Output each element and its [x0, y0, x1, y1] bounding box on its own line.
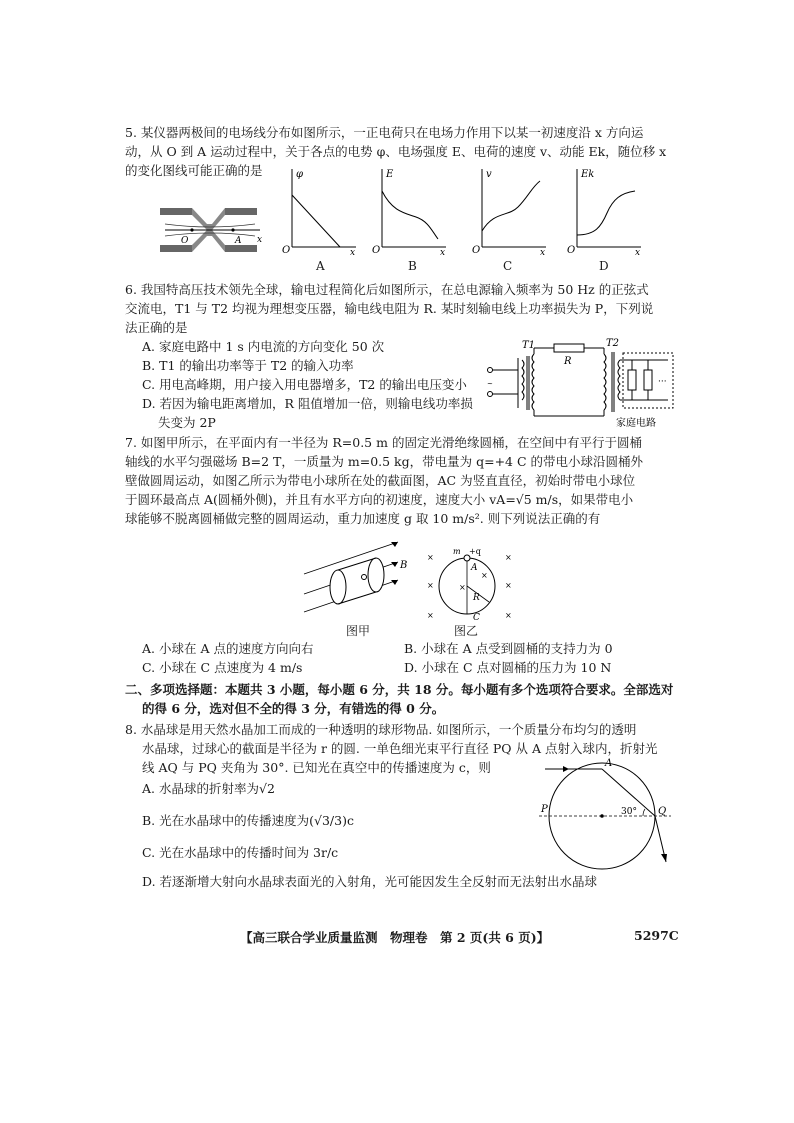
- graph-c-origin: O: [472, 245, 481, 255]
- q7-line-1: 7. 如图甲所示，在平面内有一半径为 R=0.5 m 的固定光滑绝缘圆桶，在空间中有平行于圆桶: [125, 435, 642, 450]
- q5-line-2: 动，从 O 到 A 运动过程中，关于各点的电势 φ、电场强度 E、电荷的速度 v、动能 Ek，随位移 x: [125, 144, 667, 159]
- ball-q-label: Q: [658, 806, 667, 817]
- svg-text:×: ×: [505, 611, 512, 620]
- graph-a-origin: O: [282, 245, 291, 255]
- ball-p-label: P: [541, 804, 548, 815]
- graph-d-caption: D: [599, 259, 609, 273]
- svg-text:×: ×: [459, 583, 466, 592]
- graph-d-xlabel: x: [635, 248, 641, 255]
- q6-option-d-cont: 失变为 2P: [158, 415, 216, 430]
- graph-d-origin: O: [567, 245, 576, 255]
- svg-text:×: ×: [505, 553, 512, 562]
- q8-option-c: C. 光在水晶球中的传播时间为 3r/c: [142, 845, 339, 860]
- graph-b-ylabel: E: [386, 169, 394, 180]
- circuit-home-label: 家庭电路: [616, 418, 656, 429]
- q6-option-b: B. T1 的输出功率等于 T2 的输入功率: [142, 358, 354, 373]
- svg-text:×: ×: [427, 553, 434, 562]
- q8-option-a: A. 水晶球的折射率为√2: [142, 781, 275, 796]
- device-label-o: O: [181, 236, 189, 246]
- q7-option-d: D. 小球在 C 点对圆桶的压力为 10 N: [404, 660, 612, 675]
- device-label-x: x: [257, 235, 263, 245]
- section2-line-1: 二、多项选择题：本题共 3 小题，每小题 6 分，共 18 分。每小题有多个选项符合要求。全部选对: [125, 682, 674, 697]
- q6-line-1: 6. 我国特高压技术领先全球，输电过程简化后如图所示，在总电源输入频率为 50 Hz 的正弦式: [125, 282, 649, 297]
- svg-text:×: ×: [427, 581, 434, 590]
- q5-electrode-device: [155, 200, 265, 260]
- svg-text:×: ×: [481, 571, 488, 580]
- graph-c-xlabel: x: [540, 248, 546, 255]
- q7-figure-cross-section: [425, 544, 515, 626]
- section2-line-2: 的得 6 分，选对但不全的得 3 分，有错选的得 0 分。: [142, 701, 445, 716]
- q8-crystal-ball-figure: [535, 730, 675, 870]
- graph-a: [280, 165, 360, 255]
- q7-line-3: 壁做圆周运动，如图乙所示为带电小球所在处的截面图，AC 为竖直直径，初始时带电小球位: [125, 473, 636, 488]
- q8-option-b: B. 光在水晶球中的传播速度为(√3/3)c: [142, 813, 354, 828]
- q7-fig-a-caption: 图甲: [346, 624, 371, 638]
- graph-b: [370, 165, 450, 255]
- cross-r-label: R: [473, 593, 480, 603]
- q7-option-b: B. 小球在 A 点受到圆桶的支持力为 0: [404, 641, 613, 656]
- q7-line-2: 轴线的水平匀强磁场 B=2 T，一质量为 m=0.5 kg，带电量为 q=+4 C 的带电小球沿圆桶外: [125, 454, 644, 469]
- cross-c-label: C: [473, 613, 480, 623]
- q6-option-d: D. 若因为输电距离增加，R 阻值增加一倍，则输电线功率损: [142, 396, 473, 411]
- svg-text:×: ×: [427, 611, 434, 620]
- q7-fig-b-caption: 图乙: [454, 624, 479, 638]
- q5-line-3: 的变化图线可能正确的是: [125, 163, 263, 178]
- q8-line-2: 水晶球，过球心的截面是半径为 r 的圆. 一单色细光束平行直径 PQ 从 A 点射入球内，折射光: [142, 741, 658, 756]
- page-footer-code: 5297C: [634, 928, 679, 943]
- q7-line-5: 球能够不脱离圆桶做完整的圆周运动，重力加速度 g 取 10 m/s². 则下列说法正确的有: [125, 511, 601, 526]
- circuit-dots: ···: [658, 377, 667, 387]
- q6-circuit-diagram: [478, 336, 678, 432]
- q7-option-c: C. 小球在 C 点速度为 4 m/s: [142, 660, 303, 675]
- q5-line-1: 5. 某仪器两极间的电场线分布如图所示，一正电荷只在电场力作用下以某一初速度沿 x 方向运: [125, 125, 644, 140]
- ball-angle-label: 30°: [621, 807, 637, 817]
- ball-a-label: A: [605, 758, 613, 769]
- q6-line-3: 法正确的是: [125, 320, 188, 335]
- q6-line-2: 交流电，T1 与 T2 均视为理想变压器，输电线电阻为 R. 某时刻输电线上功率损失为 P，下列说: [125, 301, 654, 316]
- graph-c-caption: C: [503, 259, 513, 273]
- q6-option-c: C. 用电高峰期，用户接入用电器增多，T2 的输出电压变小: [142, 377, 467, 392]
- q7-figure-cylinder: [298, 540, 418, 620]
- q8-option-d: D. 若逐渐增大射向水晶球表面光的入射角，光可能因发生全反射而无法射出水晶球: [142, 874, 598, 889]
- page-footer-title: 【高三联合学业质量监测 物理卷 第 2 页(共 6 页)】: [240, 930, 550, 945]
- q6-option-a: A. 家庭电路中 1 s 内电流的方向变化 50 次: [142, 339, 385, 354]
- svg-text:~: ~: [487, 380, 493, 388]
- cross-m-label: m: [453, 547, 461, 556]
- q7-line-4: 于圆环最高点 A(圆桶外侧)，并且有水平方向的初速度，速度大小 vA=√5 m/s，如果带电小: [125, 492, 634, 507]
- graph-a-caption: A: [316, 259, 325, 273]
- svg-text:×: ×: [505, 581, 512, 590]
- graph-b-xlabel: x: [440, 248, 446, 255]
- circuit-t2: T2: [606, 338, 620, 349]
- graph-a-xlabel: x: [350, 248, 356, 255]
- graph-d-ylabel: Ek: [581, 169, 595, 180]
- q8-line-1: 8. 水晶球是用天然水晶加工而成的一种透明的球形物品. 如图所示，一个质量分布均匀的透明: [125, 722, 637, 737]
- graph-a-ylabel: φ: [296, 169, 304, 180]
- circuit-t1: T1: [522, 340, 536, 351]
- cylinder-b-label: B: [400, 560, 408, 571]
- graph-d: [565, 165, 645, 255]
- graph-c-ylabel: v: [486, 169, 492, 180]
- graph-b-caption: B: [408, 259, 417, 273]
- graph-c: [470, 165, 550, 255]
- circuit-r: R: [564, 356, 572, 367]
- device-label-a: A: [235, 236, 242, 246]
- cross-q-label: +q: [469, 547, 481, 556]
- q7-option-a: A. 小球在 A 点的速度方向向右: [142, 641, 314, 656]
- q8-line-3: 线 AQ 与 PQ 夹角为 30°. 已知光在真空中的传播速度为 c，则: [142, 760, 491, 775]
- graph-b-origin: O: [372, 245, 381, 255]
- cross-a-label: A: [471, 563, 478, 573]
